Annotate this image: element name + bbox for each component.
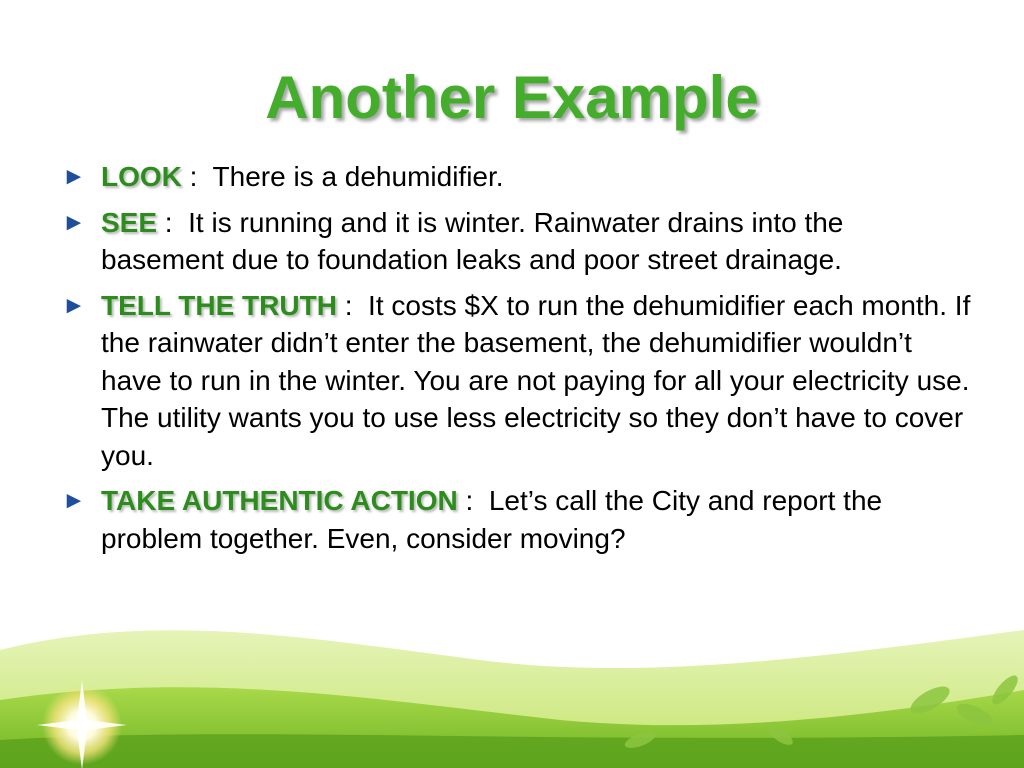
- bullet-arrow-icon: ►: [62, 163, 86, 190]
- bullet-text: It is running and it is winter. Rainwater drains into the basement due to foundation leaks and poor street drainage.: [101, 206, 844, 275]
- bullet-tell-the-truth: [62, 287, 972, 475]
- bullet-see: [62, 204, 972, 279]
- bullet-keyword: SEE: [101, 206, 158, 238]
- bullet-arrow-icon: ►: [62, 487, 86, 514]
- bullet-separator: :: [181, 161, 213, 192]
- bullet-text: It costs $X to run the dehumidifier each month. If the rainwater didn’t enter the basement, the dehumidifier wouldn’t have to run in the winter. You are not paying for all your electricity use. The utility wants you to use less electricity so they don’t have to cover you.: [101, 289, 971, 471]
- bullet-look: [62, 158, 972, 196]
- bullet-separator: :: [336, 289, 369, 321]
- bullet-separator: :: [457, 485, 489, 516]
- bullet-take-authentic-action: [62, 482, 972, 557]
- bullet-keyword: TELL THE TRUTH: [101, 289, 337, 321]
- bullet-arrow-icon: ►: [62, 208, 86, 236]
- bullet-text: There is a dehumidifier.: [212, 161, 504, 192]
- slide-title: Another Example: [265, 64, 759, 131]
- bullet-keyword: TAKE AUTHENTIC ACTION: [101, 485, 458, 516]
- bullet-arrow-icon: ►: [62, 291, 86, 319]
- bullet-separator: :: [157, 206, 189, 238]
- bullet-keyword: LOOK: [101, 161, 182, 192]
- bullet-list: [62, 158, 972, 565]
- bullet-text: Let’s call the City and report the problem together. Even, consider moving?: [101, 485, 883, 554]
